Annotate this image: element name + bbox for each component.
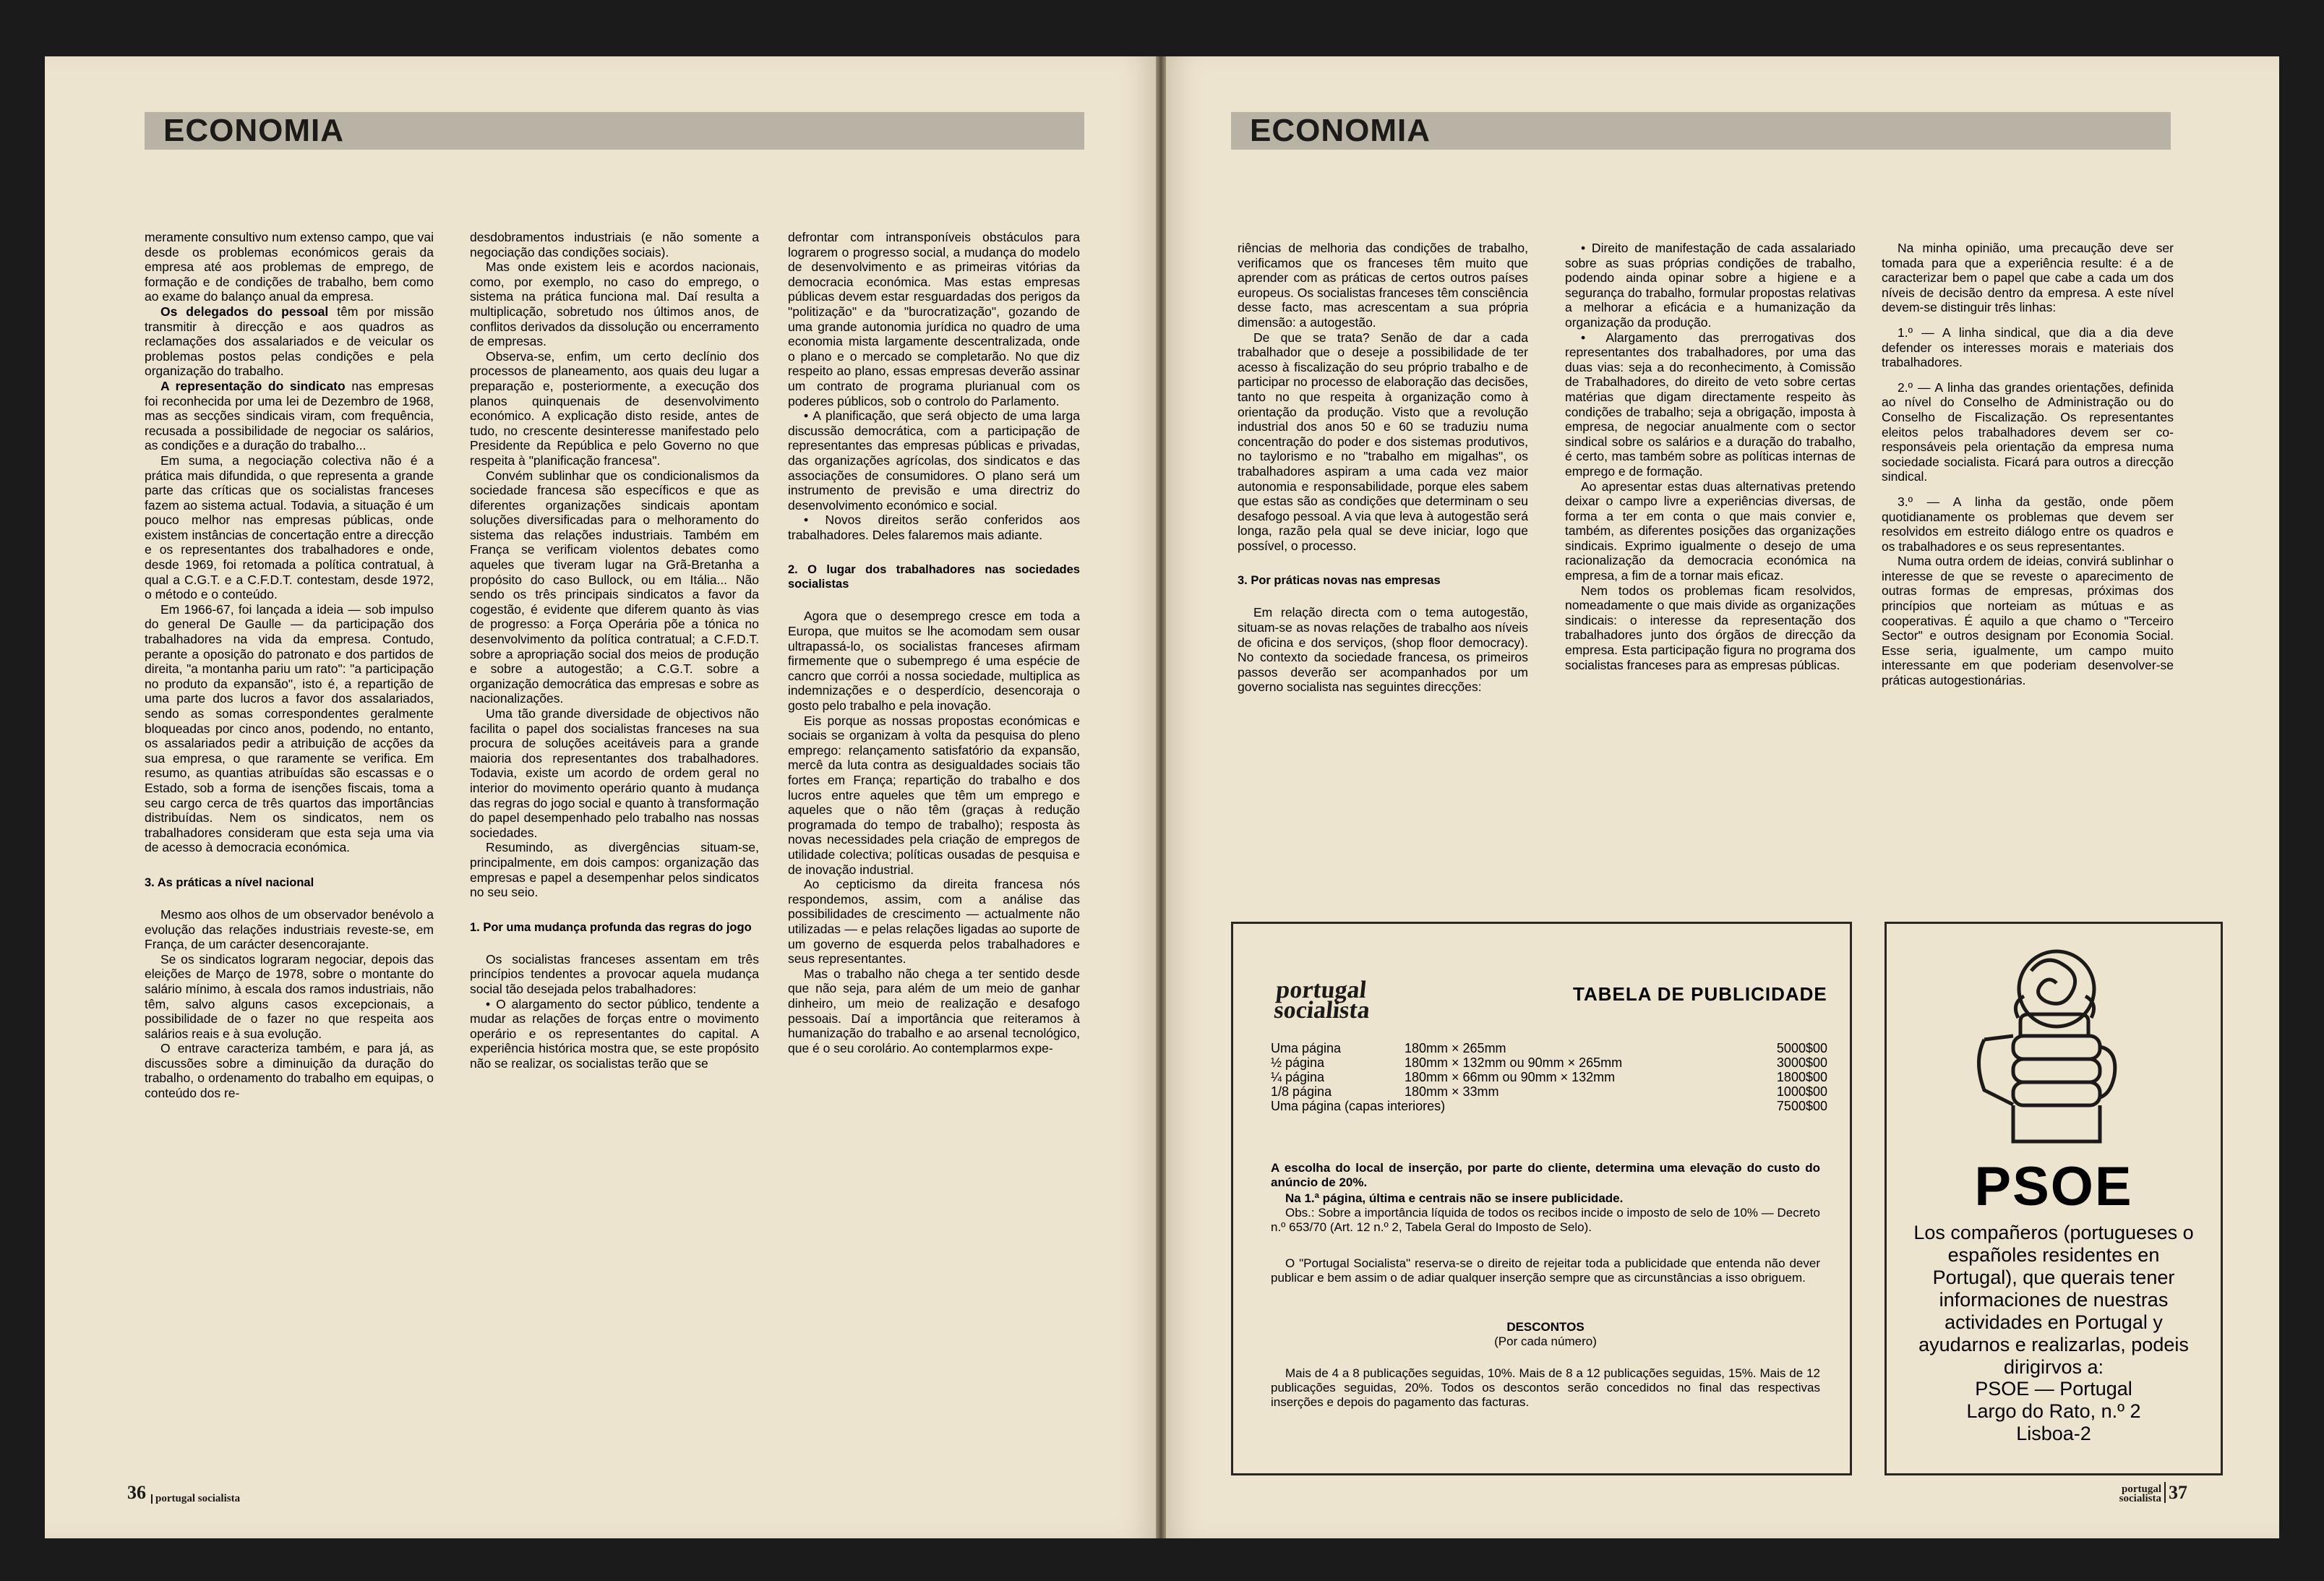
ad-rates-title: TABELA DE PUBLICIDADE bbox=[1573, 983, 1827, 1005]
paragraph: Agora que o desemprego cresce em toda a Europa, que muitos se lhe acomodam sem ousar ultrapassá-lo, os socialistas franceses afirmam firmemente que o subemprego é uma espécie de cancro que corrói a nossa sociedade, multiplica as indemnizações e o desperdício, desencoraja o gosto pelo trabalho e pela inovação. bbox=[788, 609, 1080, 714]
paragraph: Em suma, a negociação colectiva não é a prática mais difundida, o que representa a grande parte das críticas que os socialistas franceses fazem ao sistema actual. Todavia, a situação é um pouco melhor nas empresas públicas, onde existem instâncias de concertação entre a direcção e os representantes dos trabalhadores e onde, desde 1969, foi retomada a política contratual, à qual a C.G.T. e a C.F.D.T. contestam, desde 1972, o método e o conteúdo. bbox=[145, 453, 434, 602]
paragraph: Resumindo, as divergências situam-se, principalmente, em dois campos: organização das empresas e papel a desempenhar pelos sindicatos no seu seio. bbox=[470, 840, 759, 900]
discounts-title: DESCONTOS bbox=[1506, 1320, 1585, 1334]
paragraph: Uma tão grande diversidade de objectivos não facilita o papel dos socialistas franceses na sua procura de soluções aceitáveis para a grande maioria dos representantes dos trabalhadores. Todavia, existe um acordo de ordem geral no interior do movimento operário quanto à mudança das regras do jogo social e quanto à transformação do papel desempenhado pelo trabalho nas nossas sociedades. bbox=[470, 706, 759, 840]
address-line: Largo do Rato, n.º 2 bbox=[1966, 1400, 2141, 1422]
paragraph: Numa outra ordem de ideias, convirá sublinhar o interesse de que se reveste o aparecimento de outras formas de empresas, próximas dos princípios que norteiam as mútuas e as cooperativas. É aquilo a que chamo o "Terceiro Sector" e outros designam por Economia Social. Esse seria, igualmente, um campo muito interessante em que poderiam desenvolver-se práticas autogestionárias. bbox=[1882, 554, 2174, 688]
paragraph bbox=[145, 379, 434, 453]
paragraph-text: têm por missão transmitir à direcção e aos quadros as reclamações dos assalariados e de veicular os problemas postos pelas condições e pela organização do trabalho. bbox=[145, 304, 434, 379]
paragraph: 2.º — A linha das grandes orientações, definida ao nível do Conselho de Administração ou do Conselho de Fiscalização. Os representantes eleitos pelos trabalhadores devem ser co-responsáveis pela orientação da empresa numa sociedade socialista. Ficará para outros a direcção sindical. bbox=[1882, 380, 2174, 484]
rate-price: 3000$00 bbox=[1776, 1055, 1827, 1070]
left-column-1 bbox=[145, 230, 434, 1101]
ad-note-pages bbox=[1271, 1191, 1820, 1206]
rate-label: 1/8 página bbox=[1271, 1084, 1332, 1099]
psoe-title: PSOE bbox=[1974, 1156, 2133, 1217]
rate-row bbox=[1271, 1070, 1827, 1084]
rate-row bbox=[1271, 1055, 1827, 1070]
paragraph: Em relação directa com o tema autogestão, situam-se as novas relações de trabalho aos níveis de oficina e dos serviços, (shop floor democracy). No contexto da sociedade francesa, os primeiros passos deverão ser acompanhados por um governo socialista nas seguintes direcções: bbox=[1238, 605, 1528, 695]
paragraph bbox=[145, 304, 434, 379]
paragraph: Convém sublinhar que os condicionalismos da sociedade francesa são específicos e que as diferentes organizações sindicais apontam soluções diversificadas para o melhoramento do sistema das relações industriais. Também em França se verificam violentos debates como aqueles que tiveram lugar na Grã-Bretanha a propósito do caso Bullock, ou em Itália... Não sendo os três principais sindicatos a favor da cogestão, é evidente que diferem quanto às vias de progresso: a Força Operária põe a tónica no desenvolvimento da política contratual; a C.F.D.T. sobre a apropriação social dos meios de produção e sobre a autogestão; a C.G.T. sobre a organização democrática das empresas e sobre as nacionalizações. bbox=[470, 468, 759, 706]
paragraph: meramente consultivo num extenso campo, que vai desde os problemas económicos gerais da empresa até aos problemas de emprego, de formação e de condições de trabalho, bem como ao exame do balanço anual da empresa. bbox=[145, 230, 434, 304]
left-column-3 bbox=[788, 230, 1080, 1055]
ad-rates-box bbox=[1231, 922, 1852, 1475]
section-title: ECONOMIA bbox=[163, 113, 344, 148]
rate-dimensions: 180mm × 132mm ou 90mm × 265mm bbox=[1405, 1055, 1623, 1070]
paragraph: defrontar com intransponíveis obstáculos para lograrem o progresso social, a mudança do modelo de desenvolvimento e as primeiras vitórias da democracia económica. Mas estas empresas públicas devem estar resguardadas dos perigos da "politização" e da "burocratização", gozando de uma grande autonomia jurídica no quadro de uma economia mista largamente descentralizada, onde o plano e o mercado se completarão. No que diz respeito ao plano, essas empresas deverão assinar um contrato de programa plurianual com os poderes públicos, sob o controlo do Parlamento. bbox=[788, 230, 1080, 408]
address-line: Lisboa-2 bbox=[2016, 1423, 2091, 1444]
rate-row bbox=[1271, 1041, 1827, 1055]
address-line: PSOE — Portugal bbox=[1975, 1378, 2132, 1400]
rate-dimensions bbox=[1405, 1099, 1758, 1113]
rate-label: ¼ página bbox=[1271, 1070, 1325, 1084]
masthead-logo: portugal socialista bbox=[2119, 1483, 2161, 1504]
section-title: ECONOMIA bbox=[1250, 113, 1431, 148]
paragraph: Os socialistas franceses assentam em três princípios tendentes a provocar aquela mudança social tão desejada pelos trabalhadores: bbox=[470, 951, 759, 996]
section-banner-right bbox=[1231, 112, 2171, 150]
paragraph: Mas onde existem leis e acordos nacionais, como, por exemplo, no caso do emprego, o sistema na prática funciona mal. Daí resulta a multiplicação, sobretudo nos últimos anos, de conflitos derivados da dissolução ou encerramento de empresas. bbox=[470, 260, 759, 349]
rate-price: 1000$00 bbox=[1776, 1084, 1827, 1099]
rate-price: 7500$00 bbox=[1776, 1099, 1827, 1113]
rate-label: ½ página bbox=[1271, 1055, 1325, 1070]
portugal-socialista-logo: portugal socialista bbox=[1272, 977, 1371, 1024]
discounts-subtitle: (Por cada número) bbox=[1494, 1334, 1597, 1348]
discounts-text: Mais de 4 a 8 publicações seguidas, 10%. Mais de 8 a 12 publicações seguidas, 15%. Mais de 12 publicações seguidas, 20%. Todos os descontos serão concedidos no final das respectivas inserções e depois do pagamento das facturas. bbox=[1271, 1366, 1820, 1409]
rate-row bbox=[1271, 1099, 1827, 1113]
paragraph: Em 1966-67, foi lançada a ideia — sob impulso do general De Gaulle — da participação dos trabalhadores na vida da empresa. Contudo, perante a oposição do patronato e dos partidos de direita, "a montanha pariu um rato": "a participação no produto da expansão", isto é, a repartição de uma parte dos lucros a favor dos assalariados, sendo as somas correspondentes geralmente bloqueadas por cinco anos, podendo, no entanto, os assalariados pedir a atribuição de acções da sua empresa, o que raramente se verifica. Em resumo, as quantias atribuídas são escassas e o Estado, sob a forma de isenções fiscais, toma a seu cargo cerca de três quartos das importâncias distribuídas. Nem os sindicatos, nem os trabalhadores consideram que esta seja uma via de acesso à democracia económica. bbox=[145, 601, 434, 855]
rate-dimensions: 180mm × 66mm ou 90mm × 132mm bbox=[1405, 1070, 1616, 1084]
paragraph: 1.º — A linha sindical, que dia a dia deve defender os interesses morais e materiais dos trabalhadores. bbox=[1882, 325, 2174, 370]
paragraph: • Alargamento das prerrogativas dos representantes dos trabalhadores, por uma das duas vias: seja a do reconhecimento, à Comissão de Trabalhadores, do direito de veto sobre certas matérias que digam directamente respeito às condições de trabalho; seja a obrigação, imposta à empresa, de negociar anualmente com o sector sindical sobre os salários e a duração do trabalho, é certo, mas também sobre as políticas internas de emprego e de formação. bbox=[1565, 330, 1856, 479]
ad-rates-list bbox=[1271, 1041, 1827, 1113]
right-column-1 bbox=[1238, 241, 1528, 695]
psoe-message: Los compañeros (portugueses o españoles residentes en Portugal), que querais tener informaciones de nuestras actividades en Portugal y ayudarnos e realizarlas, podeis dirigirvos a: bbox=[1913, 1222, 2194, 1378]
rate-label: Uma página (capas interiores) bbox=[1271, 1099, 1446, 1113]
paragraph: Nem todos os problemas ficam resolvidos, nomeadamente o que mais divide as organizações sindicais: o interesse da representação dos trabalhadores junto dos órgãos de direcção da empresa. Esta participação figura no programa dos socialistas franceses para as empresas públicas. bbox=[1565, 583, 1856, 672]
rate-row bbox=[1271, 1084, 1827, 1099]
ad-note-tax: Obs.: Sobre a importância líquida de todos os recibos incide o imposto de selo de 10% — Decreto n.º 653/70 (Art. 12 n.º 2, Tabela Geral do Imposto de Selo). bbox=[1271, 1206, 1820, 1234]
paragraph-text: nas empresas foi reconhecida por uma lei de Dezembro de 1968, mas as secções sindicais viram, com frequência, recusada a possibilidade de negociar os salários, as condições e a duração do trabalho... bbox=[145, 378, 434, 453]
section-banner-left bbox=[145, 112, 1084, 150]
rate-price: 1800$00 bbox=[1776, 1070, 1827, 1084]
paragraph: Se os sindicatos lograram negociar, depois das eleições de Março de 1978, sobre o montante do salário mínimo, à escala dos ramos industriais, não têm, salvo alguns casos excepcionais, a possibilidade de o fazer no que respeita aos salários reais e à sua evolução. bbox=[145, 951, 434, 1041]
paragraph: • A planificação, que será objecto de uma larga discussão democrática, com a participação de representantes das empresas públicas e privadas, das organizações agrícolas, dos sindicatos e das associações de consumidores. O plano será um instrumento de previsão e uma directriz do desenvolvimento económico e social. bbox=[788, 408, 1080, 513]
paragraph: Ao cepticismo da direita francesa nós respondemos, assim, com a análise das possibilidades de crescimento — actualmente não utilizadas — e pelas relações ligadas ao suporte de um governo de esquerda pelos trabalhadores e seus representantes. bbox=[788, 877, 1080, 967]
note-text: A escolha do local de inserção, por parte do cliente, determina uma elevação do custo do anúncio de 20%. bbox=[1271, 1161, 1820, 1189]
paragraph: • O alargamento do sector público, tendente a mudar as relações de forças entre o movimento operário e os representantes do capital. A experiência histórica mostra que, se este propósito não se realizar, os socialistas terão que se bbox=[470, 996, 759, 1071]
fist-rose-icon bbox=[1952, 938, 2154, 1155]
page-number: 36 bbox=[127, 1482, 146, 1503]
bold-lead: A representação do sindicato bbox=[160, 378, 346, 393]
paragraph: Mesmo aos olhos de um observador benévolo a evolução das relações industriais reveste-se, em França, de um carácter desencorajante. bbox=[145, 907, 434, 952]
psoe-address bbox=[1887, 1378, 2221, 1445]
paragraph: De que se trata? Senão de dar a cada trabalhador que o deseje a possibilidade de ter acesso à fiscalização do seu próprio trabalho e de participar no processo de elaboração das decisões, tanto no que respeita à organização como à orientação da produção. Visto que a revolução industrial dos anos 50 e 60 se traduziu numa concentração do poder e dos sistemas produtivos, no taylorismo e no "trabalho em migalhas", os trabalhadores aspiram a uma cada vez maior autonomia e responsabilidade, porque eles sabem que estas são as condições que determinam o seu desafogo pessoal. A via que leva à autogestão será longa, razão pela qual se deve iniciar, logo que possível, o processo. bbox=[1238, 330, 1528, 553]
ad-note-placement bbox=[1271, 1161, 1820, 1190]
paragraph: riências de melhoria das condições de trabalho, verificamos que os franceses têm muito que aprender com as práticas de certos outros países europeus. Os socialistas franceses têm consciência desse facto, mas acrescentam a sua própria dimensão: a autogestão. bbox=[1238, 241, 1528, 330]
paragraph: Mas o trabalho não chega a ter sentido desde que não seja, para além de um meio de ganhar dinheiro, um meio de realização e desafogo pessoais. Daí a importância que reiteramos à humanização do trabalho e ao arsenal tecnológico, que é o seu corolário. Ao contemplarmos expe- bbox=[788, 966, 1080, 1055]
paragraph: Ao apresentar estas duas alternativas pretendo deixar o campo livre a experiências diversas, de forma a ter em conta o que mais convier e, também, as diferentes posições das organizações sindicais. Exprimo igualmente o desejo de uma racionalização da democracia económica na empresa, a fim de a tornar mais eficaz. bbox=[1565, 479, 1856, 583]
ad-psoe-box bbox=[1885, 922, 2223, 1475]
subheading: 3. Por práticas novas nas empresas bbox=[1238, 574, 1441, 588]
rate-price: 5000$00 bbox=[1776, 1041, 1827, 1055]
paragraph: Observa-se, enfim, um certo declínio dos processos de planeamento, aos quais deu lugar a preparação e, posteriormente, a execução dos planos quinquenais de desenvolvimento económico. A explicação disto reside, antes de tudo, no crescente desinteresse manifestado pelo Presidente da República e pelo Governo no que respeita à "planificação francesa". bbox=[470, 348, 759, 468]
left-column-2 bbox=[470, 230, 759, 1071]
book-spine bbox=[1156, 56, 1166, 1538]
paragraph: O entrave caracteriza também, e para já, as discussões sobre a diminuição da duração do trabalho, o ordenamento do trabalho em equipas, o conteúdo dos re- bbox=[145, 1041, 434, 1101]
right-column-2 bbox=[1565, 241, 1856, 672]
paragraph: desdobramentos industriais (e não somente a negociação das condições sociais). bbox=[470, 230, 759, 260]
page-folio-right bbox=[2082, 1482, 2187, 1504]
paragraph: Eis porque as nossas propostas económicas e sociais se organizam à volta da pesquisa do pleno emprego: relançamento satisfatório da expansão, mercê da luta contra as desigualdades sociais tão fortes em França; repartição do trabalho e dos lucros entre aqueles que têm um emprego e aqueles que o não têm (graças à redução programada do tempo de trabalho); resposta às novas necessidades pela criação de empregos de utilidade colectiva; políticas ousadas de pesquisa e de inovação industrial. bbox=[788, 713, 1080, 877]
rate-dimensions: 180mm × 33mm bbox=[1405, 1084, 1499, 1099]
subheading: 3. As práticas a nível nacional bbox=[145, 875, 314, 889]
note-text: Na 1.ª página, última e centrais não se insere publicidade. bbox=[1285, 1191, 1624, 1205]
ad-note-reserve: O "Portugal Socialista" reserva-se o direito de rejeitar toda a publicidade que entenda não dever publicar e bem assim o de adiar qualquer inserção sempre que as circunstâncias a isso obriguem. bbox=[1271, 1256, 1820, 1285]
bold-lead: Os delegados do pessoal bbox=[160, 304, 329, 319]
paragraph: Na minha opinião, uma precaução deve ser tomada para que a experiência resulte: é a de caracterizar bem o papel que cabe a cada um dos níveis de decisão dentro da empresa. A este nível devem-se distinguir três linhas: bbox=[1882, 241, 2174, 315]
rate-label: Uma página bbox=[1271, 1041, 1342, 1055]
masthead-logo: portugal socialista bbox=[151, 1494, 240, 1504]
paragraph: 3.º — A linha da gestão, onde põem quotidianamente os problemas que devem ser resolvidos em estreito diálogo entre os quadros e os trabalhadores e os seus representantes. bbox=[1882, 494, 2174, 554]
right-column-3 bbox=[1882, 241, 2174, 688]
subheading: 2. O lugar dos trabalhadores nas sociedades socialistas bbox=[788, 563, 1080, 591]
page-number: 37 bbox=[2164, 1482, 2187, 1503]
rate-dimensions: 180mm × 265mm bbox=[1405, 1041, 1506, 1055]
page-folio-left bbox=[127, 1482, 240, 1504]
paragraph: • Direito de manifestação de cada assalariado sobre as suas próprias condições de trabalho, podendo ainda opinar sobre a higiene e a segurança do trabalho, formular propostas relativas a melhorar a eficácia e a humanização da organização da produção. bbox=[1565, 241, 1856, 330]
paragraph: • Novos direitos serão conferidos aos trabalhadores. Deles falaremos mais adiante. bbox=[788, 513, 1080, 542]
subheading: 1. Por uma mudança profunda das regras do jogo bbox=[470, 920, 752, 934]
